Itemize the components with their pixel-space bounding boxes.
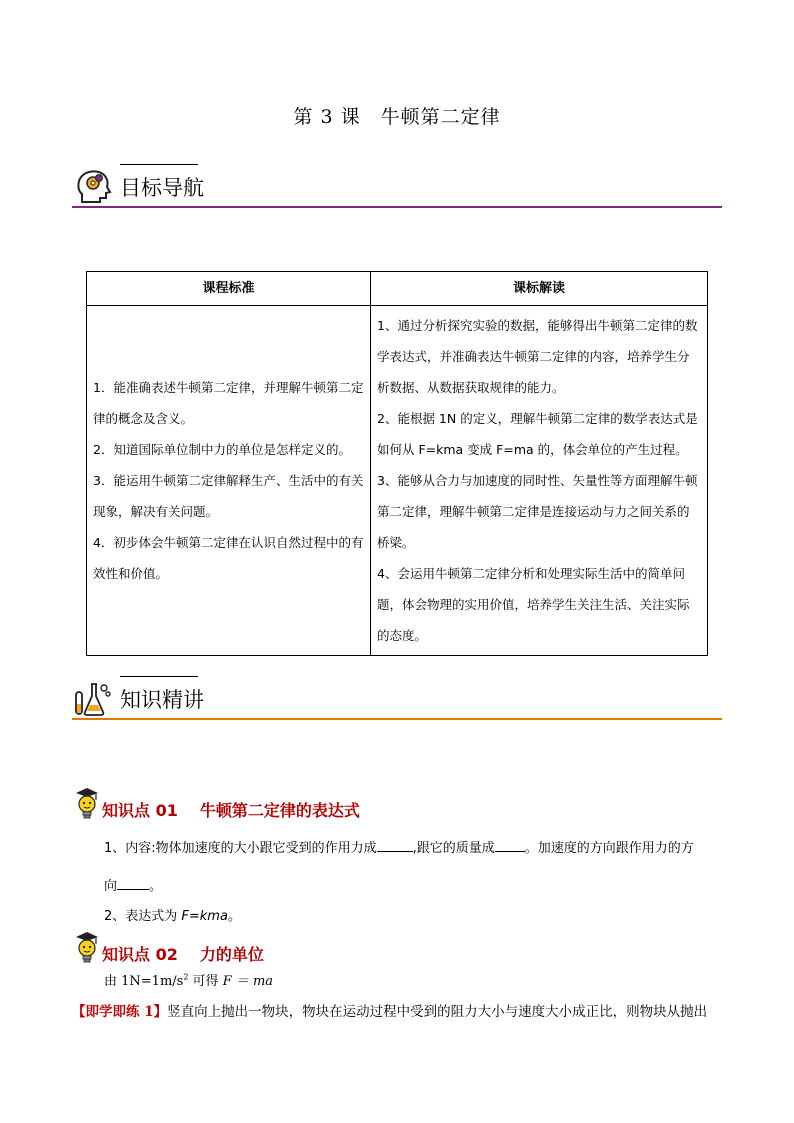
content-text: ,跟它的质量成 [412,841,495,856]
interpretation-item: 1、通过分析探究实验的数据，能够得出牛顿第二定律的数学表达式，并准确表达牛顿第二定律的内容，培养学生分析数据、从数据获取规律的能力。 [377,318,698,395]
knowledge-point-name: 力的单位 [199,945,264,964]
formula: F=kma [181,909,228,924]
kp1-content-line2 [104,875,162,894]
lesson-title: 第 3 课 牛顿第二定律 [293,106,501,128]
lightbulb-mascot-icon [72,930,104,966]
standard-item: 4．初步体会牛顿第二定律在认识自然过程中的有效性和价值。 [93,535,364,581]
content-text: 向 [104,879,118,894]
standard-item: 2．知道国际单位制中力的单位是怎样定义的。 [93,442,351,457]
kp1-content-line3 [104,905,241,924]
superscript: 2 [183,972,189,982]
content-text: 可得 [188,974,223,989]
kp2-content-line1 [104,970,273,989]
header-decoration-line [120,676,198,677]
header-decoration-line [120,164,198,165]
content-text: 2、表达式为 [104,909,182,924]
curriculum-table [86,271,708,656]
table-row [87,306,708,656]
knowledge-point-title [102,942,264,965]
knowledge-point-name: 牛顿第二定律的表达式 [199,801,360,820]
fill-blank [377,839,413,852]
section-rule [72,206,722,208]
knowledge-point-number: 知识点 02 [102,945,178,964]
content-text: 由 1N=1m/s [104,974,184,989]
exercise-tag: 【即学即练 1】 [72,1004,168,1020]
table-header-standard: 课程标准 [87,272,371,306]
content-text: 1、内容:物体加速度的大小跟它受到的作用力成 [104,841,377,856]
knowledge-point-01-heading [72,786,412,822]
standard-item: 3．能运用牛顿第二定律解释生产、生活中的有关现象，解决有关问题。 [93,473,364,519]
standards-cell [87,306,371,656]
knowledge-point-number: 知识点 01 [102,801,178,820]
exercise-text: 竖直向上抛出一物块，物块在运动过程中受到的阻力大小与速度大小成正比，则物块从抛出 [167,1004,708,1020]
section-header-goals [72,164,722,208]
interpretation-item: 2、能根据 1N 的定义，理解牛顿第二定律的数学表达式是如何从 F=kma 变成 F=ma 的，体会单位的产生过程。 [377,411,698,457]
kp1-content-line1 [104,837,694,856]
lightbulb-mascot-icon [72,786,104,822]
section-title: 知识精讲 [120,688,204,712]
content-text: 。 [227,909,241,924]
content-text: 。加速度的方向跟作用力的方 [524,841,694,856]
interpretation-item: 3、能够从合力与加速度的同时性、矢量性等方面理解牛顿第二定律，理解牛顿第二定律是连接运动与力之间关系的桥梁。 [377,473,698,550]
section-rule [72,718,722,720]
section-title: 目标导航 [120,176,204,200]
content-text: 。 [149,879,163,894]
interpretation-cell [371,306,708,656]
table-header-interpretation: 课标解读 [371,272,708,306]
fill-blank [117,877,149,890]
table-header-row [87,272,708,306]
head-gears-icon [74,166,114,206]
interpretation-item: 4、会运用牛顿第二定律分析和处理实际生活中的简单问题，体会物理的实用价值，培养学生关注生活、关注实际的态度。 [377,566,690,643]
knowledge-point-title [102,798,360,821]
formula: F ＝ ma [222,974,274,989]
exercise-1 [72,1000,732,1020]
section-header-knowledge [72,676,722,720]
fill-blank [495,839,525,852]
knowledge-point-02-heading [72,930,332,966]
flask-icon [74,678,114,718]
standard-item: 1．能准确表述牛顿第二定律，并理解牛顿第二定律的概念及含义。 [93,380,364,426]
